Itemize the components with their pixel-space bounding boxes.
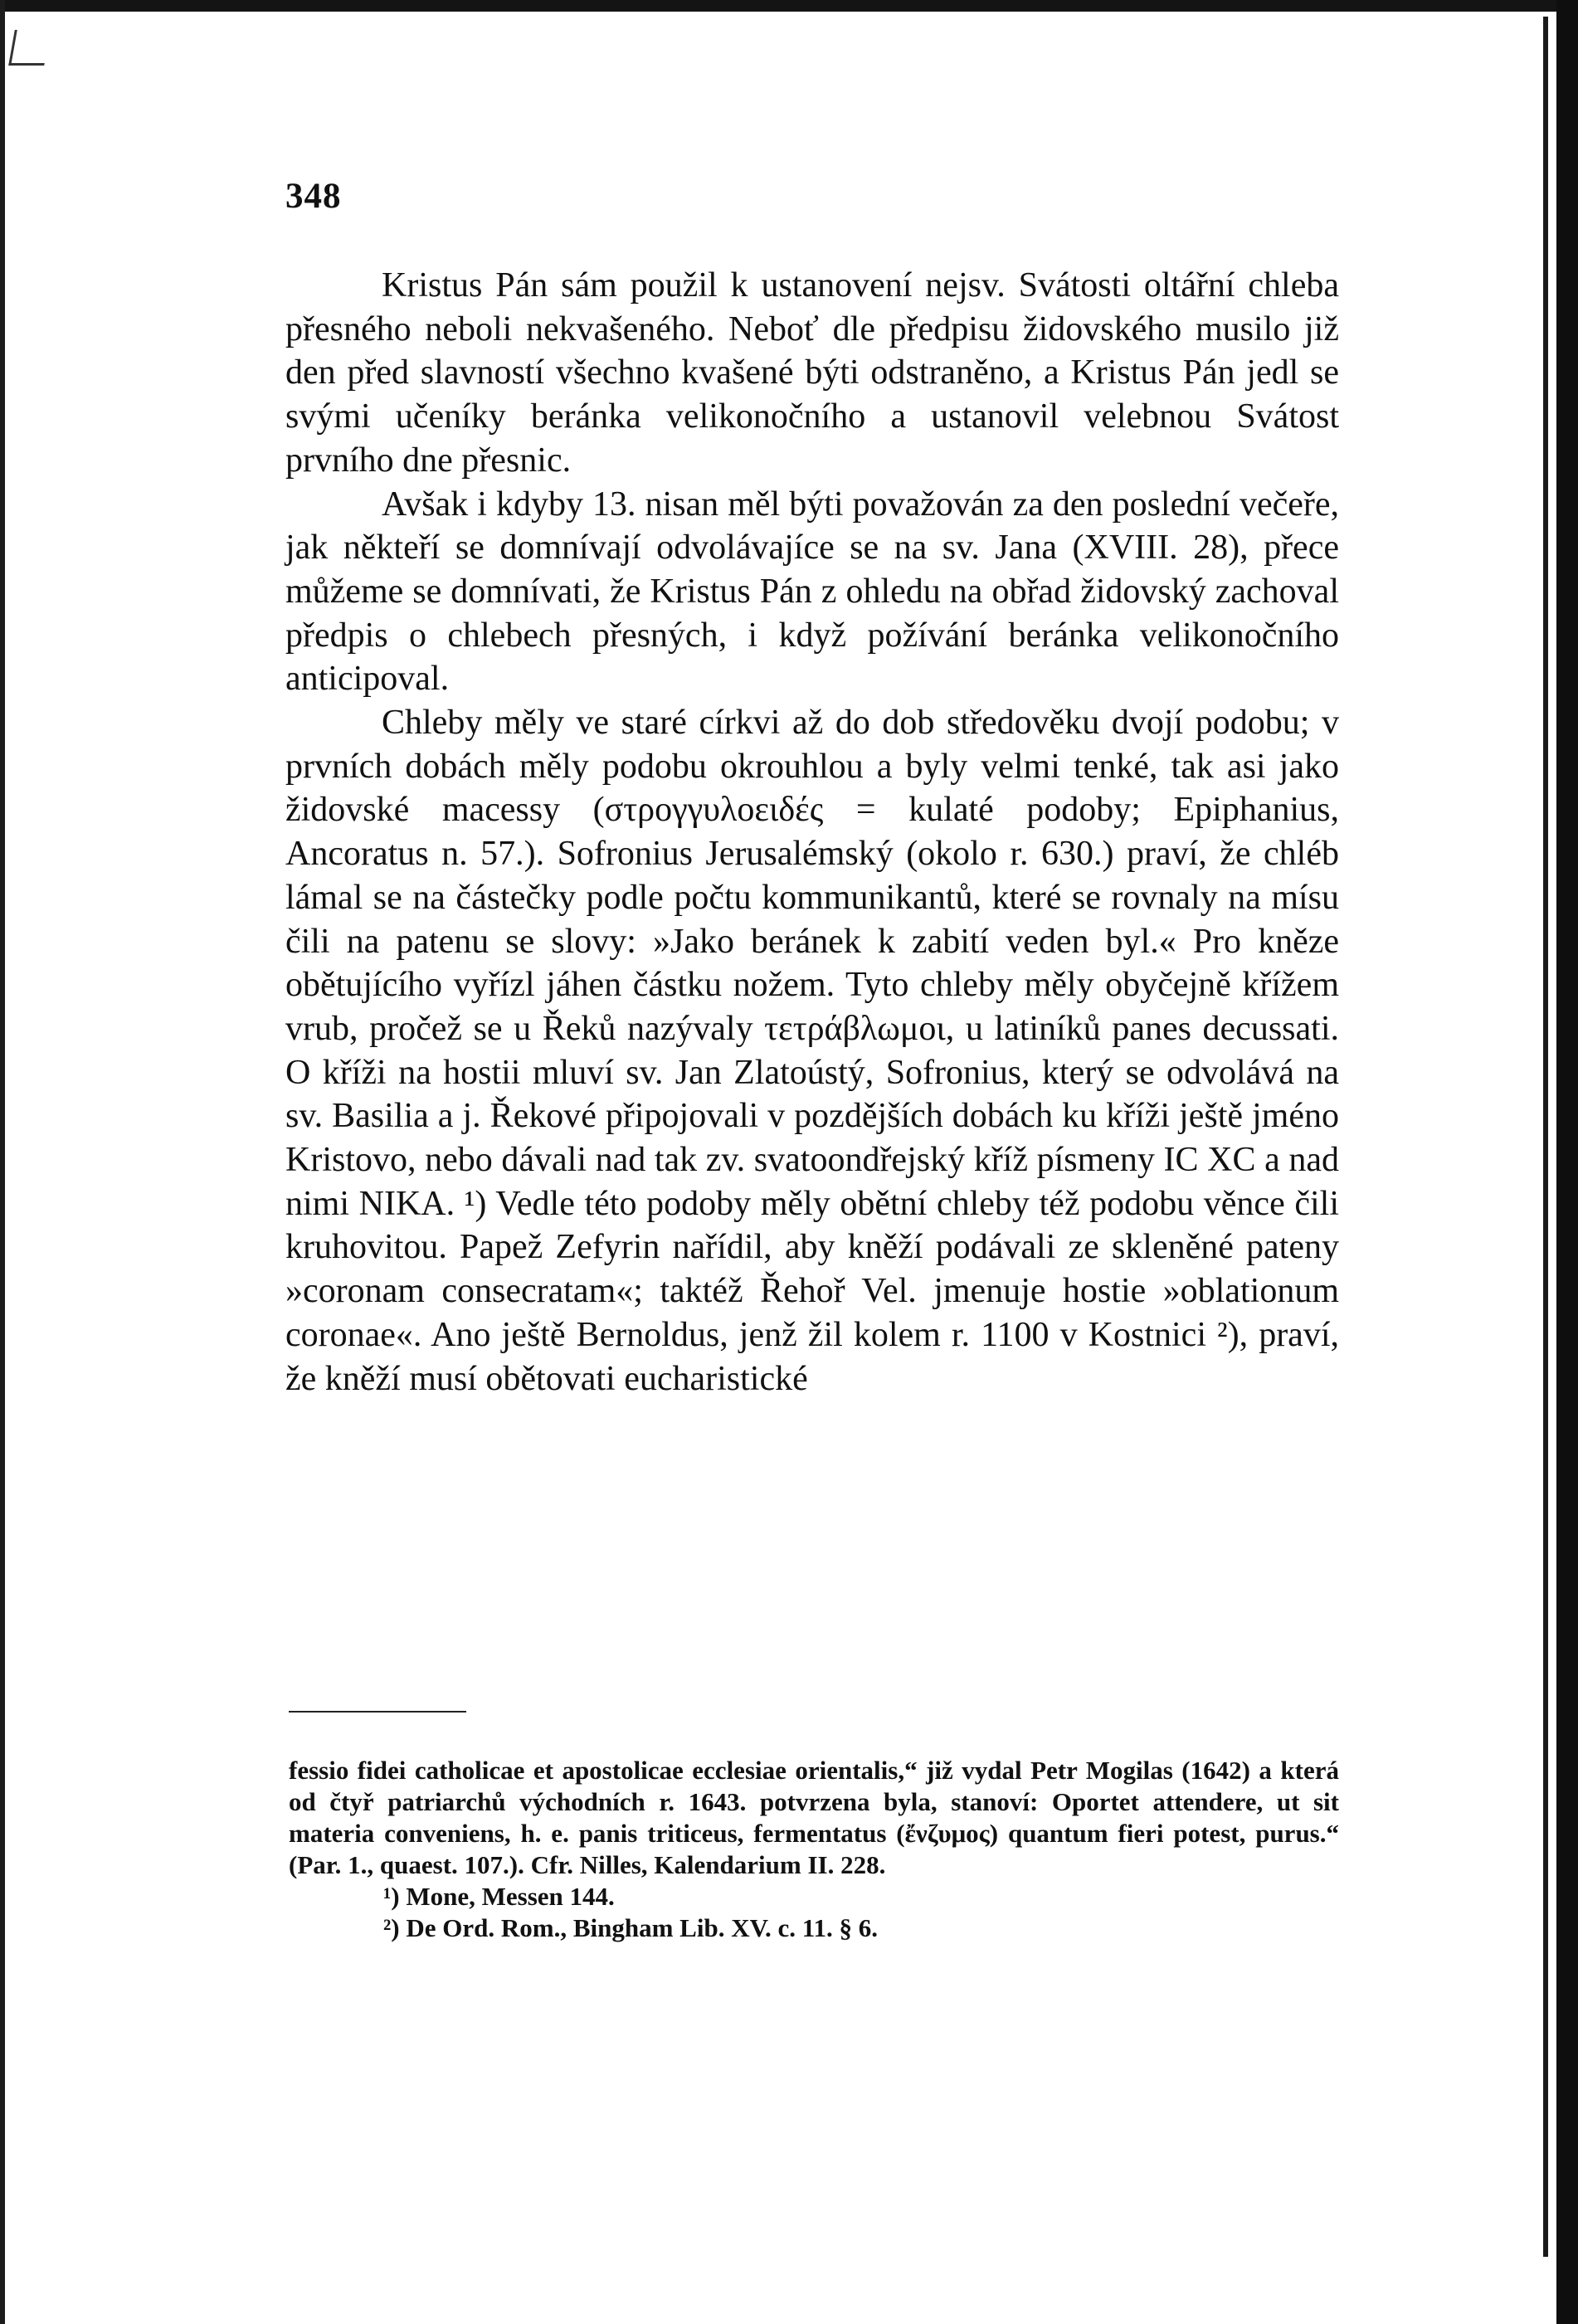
paragraph: Kristus Pán sám použil k ustanovení nejsv. Svátosti oltářní chleba přesného neboli nekvašeného. Neboť dle předpisu židovského musilo již den před slavností všechno kvašené býti odstraněno, a Kristus Pán jedl se svými učeníky beránka velikonočního a ustanovil velebnou Svátost prvního dne přesnic. (285, 266, 1339, 480)
footnote: ¹) Mone, Messen 144. (383, 1882, 615, 1911)
page-number: 348 (285, 177, 342, 216)
scan-border-top (0, 0, 1578, 12)
scan-border-right (1556, 0, 1578, 2324)
scan-border-left (0, 0, 5, 2324)
body-text (285, 264, 1339, 1401)
footnote-continuation: fessio fidei catholicae et apostolicae ecclesiae orientalis,“ již vydal Petr Mogilas (1642) a která od čtyř patriarchů východních r. 1643. potvrzena byla, stanoví: Oportet attendere, ut sit materia conveniens, h. e. panis triticeus, fermentatus (ἔνζυμος) quantum fieri potest, purus.“ (Par. 1., quaest. 107.). Cfr. Nilles, Kalendarium II. 228. (289, 1756, 1339, 1879)
paragraph: Avšak i kdyby 13. nisan měl býti považován za den poslední večeře, jak někteří se domnívají odvolávajíce se na sv. Jana (XVIII. 28), přece můžeme se domnívati, že Kristus Pán z ohledu na obřad židovský zachoval předpis o chlebech přesných, i když požívání beránka velikonočního anticipoval. (285, 485, 1339, 699)
footnote: ²) De Ord. Rom., Bingham Lib. XV. c. 11. § 6. (383, 1913, 879, 1942)
paragraph: Chleby měly ve staré církvi až do dob středověku dvojí podobu; v prvních dobách měly podobu okrouhlou a byly velmi tenké, tak asi jako židovské macessy (στρογγυλοειδές = kulaté podoby; Epiphanius, Ancoratus n. 57.). Sofronius Jerusalémský (okolo r. 630.) praví, že chléb lámal se na částečky podle počtu kommunikantů, které se rovnaly na mísu čili na patenu se slovy: »Jako beránek k zabití veden byl.« Pro kněze obětujícího vyřízl jáhen částku nožem. Tyto chleby měly obyčejně křížem vrub, pročež se u Řeků nazývaly τετράβλωμοι, u latiníků panes decussati. O kříži na hostii mluví sv. Jan Zlatoústý, Sofronius, který se odvolává na sv. Basilia a j. Řekové připojovali v pozdějších dobách ku kříži ještě jméno Kristovo, nebo dávali nad tak zv. svatoondřejský kříž písmeny IC XC a nad nimi NIKA. ¹) Vedle této podoby měly obětní chleby též podobu věnce čili kruhovitou. Papež Zefyrin nařídil, aby kněží podávali ze skleněné pateny »coronam consecratam«; taktéž Řehoř Vel. jmenuje hostie »oblationum coronae«. Ano ještě Bernoldus, jenž žil kolem r. 1100 v Kostnici ²), praví, že kněží musí obětovati eucharistické (285, 704, 1339, 1398)
page-corner-mark (8, 30, 51, 66)
footnotes (289, 1755, 1339, 1944)
footnote-separator (289, 1711, 466, 1713)
page-fold-line (1543, 17, 1548, 2257)
